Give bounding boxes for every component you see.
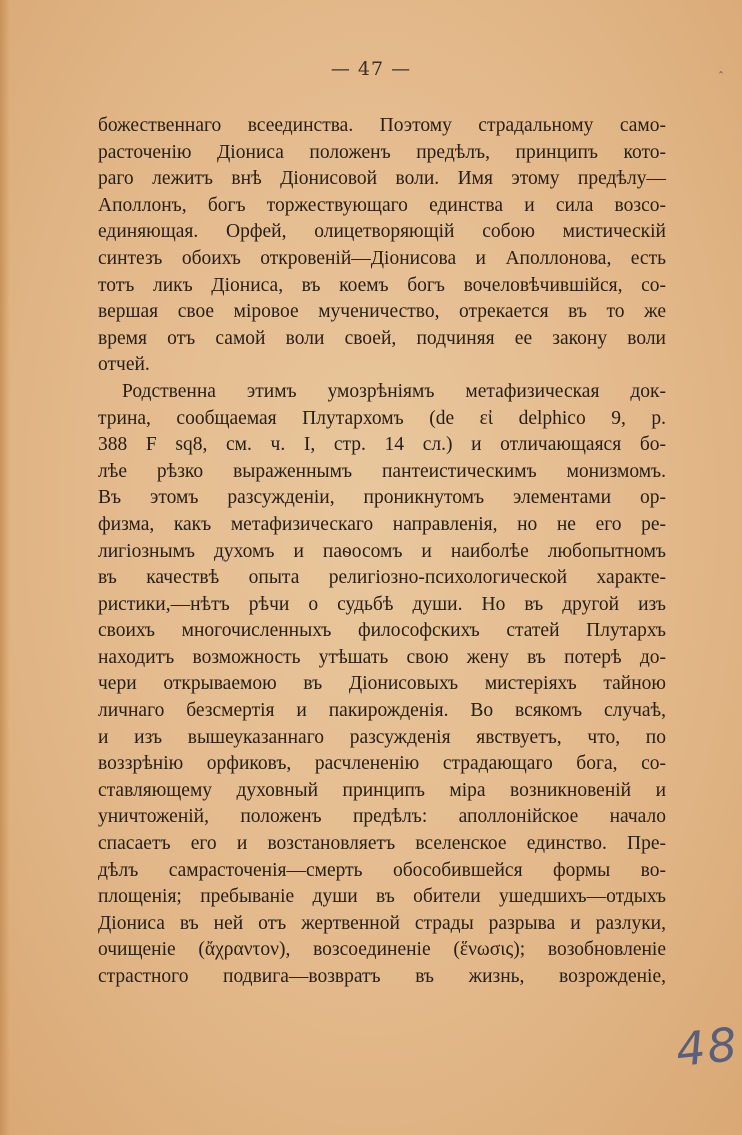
text-line: чери открываемою въ Діонисовыхъ мистеріяхъ тайною bbox=[98, 673, 666, 695]
text-line: Діониса въ ней отъ жертвенной страды разрыва и разлуки, bbox=[98, 912, 666, 934]
text-line: раго лежитъ внѣ Діонисовой воли. Имя этому предѣлу— bbox=[98, 168, 666, 190]
text-line: дѣлъ самрасточенія—смерть обособившейся формы во- bbox=[98, 859, 666, 881]
text-line: уничтоженій, положенъ предѣлъ: аполлонійское начало bbox=[98, 806, 666, 828]
text-line: очищеніе (ἄχραντον), возсоединеніе (ἕνωσις); возобновленіе bbox=[98, 939, 666, 961]
body-text bbox=[98, 113, 666, 991]
text-line: въ качествѣ опыта религіозно-психологической характе- bbox=[98, 567, 666, 589]
text-line: спасаетъ его и возстановляетъ вселенское единство. Пре- bbox=[98, 833, 666, 855]
text-line: трина, сообщаемая Плутархомъ (de εἰ delphico 9, p. bbox=[98, 407, 666, 429]
text-line: и изъ вышеуказаннаго разсужденія явствуетъ, что, по bbox=[98, 726, 666, 748]
text-line: воззрѣнію орфиковъ, расчлененію страдающаго бога, со- bbox=[98, 753, 666, 775]
text-line: личнаго безсмертія и пакирожденія. Во всякомъ случаѣ, bbox=[98, 700, 666, 722]
text-line: 388 F sq8, см. ч. I, стр. 14 сл.) и отличающаяся бо- bbox=[98, 434, 666, 456]
text-line: ристики,—нѣтъ рѣчи о судьбѣ души. Но въ другой изъ bbox=[98, 593, 666, 615]
text-line: лѣе рѣзко выраженнымъ пантеистическимъ монизмомъ. bbox=[98, 460, 666, 482]
text-line: Аполлонъ, богъ торжествующаго единства и сила возсо- bbox=[98, 194, 666, 216]
page-edge-shadow bbox=[0, 0, 10, 1135]
page-number: — 47 — bbox=[330, 58, 412, 80]
text-line: божественнаго всеединства. Поэтому страдальному само- bbox=[98, 115, 666, 136]
text-line: ставляющему духовный принципъ міра возникновеній и bbox=[98, 779, 666, 801]
text-line: своихъ многочисленныхъ философскихъ статей Плутархъ bbox=[98, 620, 666, 642]
handwritten-page-number: 48 bbox=[673, 1016, 742, 1078]
text-line: время отъ самой воли своей, подчиняя ее закону воли bbox=[98, 327, 666, 349]
paragraph-start-line: Родственна этимъ умозрѣніямъ метафизическая док- bbox=[122, 380, 666, 402]
text-line: отчей. bbox=[98, 354, 150, 376]
text-line: страстного подвига—возвратъ въ жизнь, возрожденіе, bbox=[98, 966, 666, 987]
text-line: Въ этомъ разсужденіи, проникнутомъ элементами ор- bbox=[98, 487, 666, 509]
text-line: площенія; пребываніе души въ обители ушедшихъ—отдыхъ bbox=[98, 886, 666, 908]
text-line: лигіознымъ духомъ и паѳосомъ и наиболѣе любопытномъ bbox=[98, 540, 666, 562]
text-line: синтезъ обоихъ откровеній—Діонисова и Аполлонова, есть bbox=[98, 247, 666, 269]
corner-mark: ˆ bbox=[718, 70, 724, 84]
text-line: находитъ возможность утѣшать свою жену въ потерѣ до- bbox=[98, 646, 666, 668]
text-line: физма, какъ метафизическаго направленія, но не его ре- bbox=[98, 513, 666, 535]
text-line: вершая свое міровое мученичество, отрекается въ то же bbox=[98, 301, 666, 323]
text-line: тотъ ликъ Діониса, въ коемъ богъ вочеловѣчившійся, со- bbox=[98, 274, 666, 296]
text-line: единяющая. Орфей, олицетворяющій собою мистическій bbox=[98, 221, 666, 243]
text-line: расточенію Діониса положенъ предѣлъ, принципъ кото- bbox=[98, 141, 666, 163]
